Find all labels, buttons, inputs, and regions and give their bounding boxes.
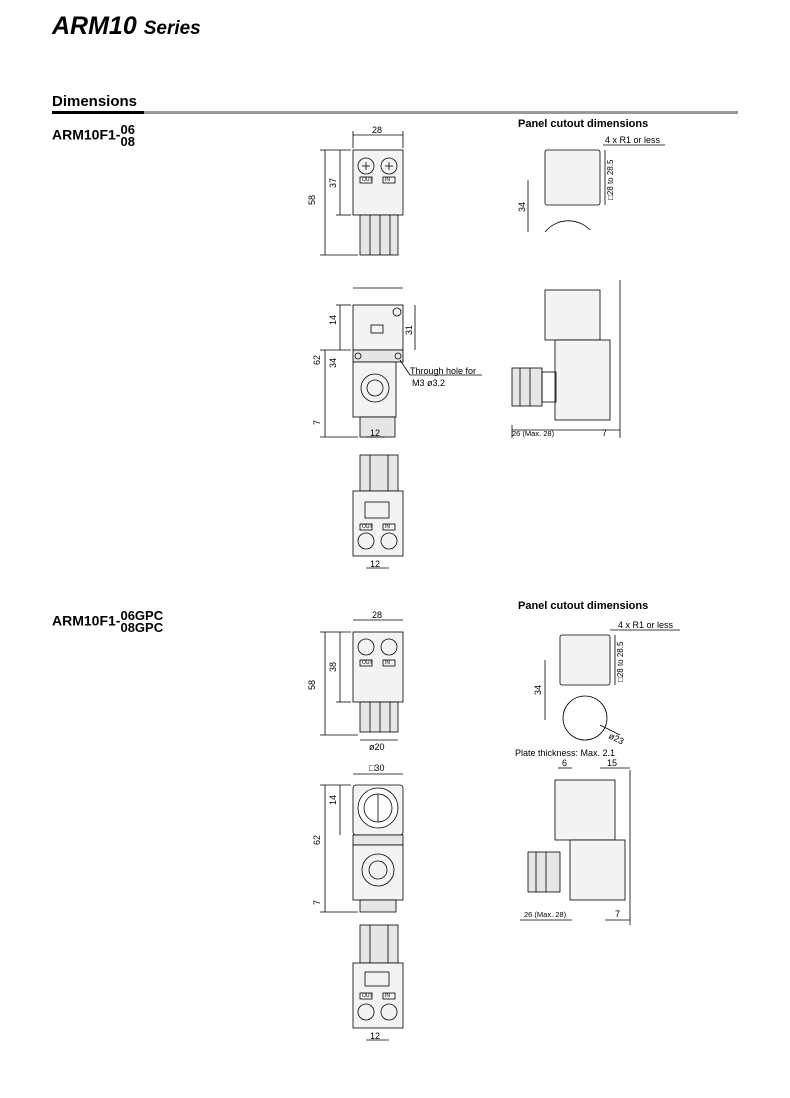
svg-text:7: 7 [312, 419, 322, 425]
svg-text:58: 58 [307, 194, 317, 205]
panel-heading-2: Panel cutout dimensions [518, 600, 649, 612]
svg-text:□28 to 28.5: □28 to 28.5 [606, 159, 615, 200]
series-model: ARM10 [52, 12, 137, 40]
svg-text:Through hole for: Through hole for [410, 366, 477, 376]
model-variant-top: 06 [120, 122, 135, 137]
svg-text:26 (Max. 28): 26 (Max. 28) [512, 429, 555, 438]
model-variant-bottom: 08GPC [120, 620, 164, 635]
svg-text:7: 7 [602, 428, 608, 438]
model-prefix: ARM10F1- [52, 612, 121, 629]
svg-text:OUT: OUT [362, 177, 373, 183]
svg-text:□28 to 28.5: □28 to 28.5 [616, 641, 625, 682]
svg-text:OUT: OUT [362, 660, 373, 666]
svg-text:Plate thickness: Max. 2.1: Plate thickness: Max. 2.1 [515, 748, 616, 758]
svg-text:15: 15 [607, 758, 618, 768]
svg-text:4 x R1 or less: 4 x R1 or less [618, 620, 674, 630]
svg-text:7: 7 [312, 899, 322, 905]
side-view-1 [512, 280, 620, 438]
svg-text:12: 12 [370, 559, 381, 569]
svg-text:34: 34 [533, 684, 543, 695]
svg-text:6: 6 [562, 758, 568, 768]
svg-text:37: 37 [328, 177, 338, 188]
panel-cutout-2 [545, 630, 680, 740]
svg-text:OUT: OUT [362, 993, 373, 999]
svg-text:ø23: ø23 [607, 730, 626, 747]
svg-text:OUT: OUT [362, 524, 373, 530]
svg-text:□30: □30 [369, 763, 385, 773]
model-variant-bottom: 08 [120, 134, 135, 149]
svg-text:14: 14 [328, 314, 338, 325]
svg-text:4 x R1 or less: 4 x R1 or less [605, 135, 661, 145]
panel-cutout-1 [528, 145, 665, 232]
bottom-view-2 [353, 925, 403, 1040]
svg-text:IN: IN [385, 177, 390, 183]
svg-text:31: 31 [404, 324, 414, 335]
panel-heading-1: Panel cutout dimensions [518, 118, 649, 130]
svg-text:14: 14 [328, 794, 338, 805]
top-view-1 [320, 131, 403, 255]
svg-text:ø20: ø20 [369, 742, 385, 752]
svg-text:12: 12 [370, 1031, 381, 1041]
front-view-1 [320, 288, 482, 437]
side-view-2 [520, 768, 630, 925]
svg-text:58: 58 [307, 679, 317, 690]
svg-text:26 (Max. 28): 26 (Max. 28) [524, 910, 567, 919]
svg-text:62: 62 [312, 834, 322, 845]
svg-text:7: 7 [615, 909, 621, 919]
svg-text:IN: IN [385, 993, 390, 999]
svg-text:28: 28 [372, 610, 383, 620]
series-suffix: Series [143, 18, 201, 39]
section-title: Dimensions [52, 93, 138, 110]
svg-text:34: 34 [328, 357, 338, 368]
top-view-2 [320, 620, 403, 740]
svg-text:34: 34 [517, 201, 527, 212]
svg-text:12: 12 [370, 428, 381, 438]
model-prefix: ARM10F1- [52, 126, 121, 143]
bottom-view-1 [353, 455, 403, 568]
svg-text:M3 ø3.2: M3 ø3.2 [412, 378, 446, 388]
svg-text:IN: IN [385, 660, 390, 666]
svg-text:28: 28 [372, 125, 383, 135]
svg-text:IN: IN [385, 524, 390, 530]
svg-text:62: 62 [312, 354, 322, 365]
front-view-2 [320, 774, 403, 912]
svg-text:38: 38 [328, 661, 338, 672]
model-variant-top: 06GPC [120, 608, 164, 623]
